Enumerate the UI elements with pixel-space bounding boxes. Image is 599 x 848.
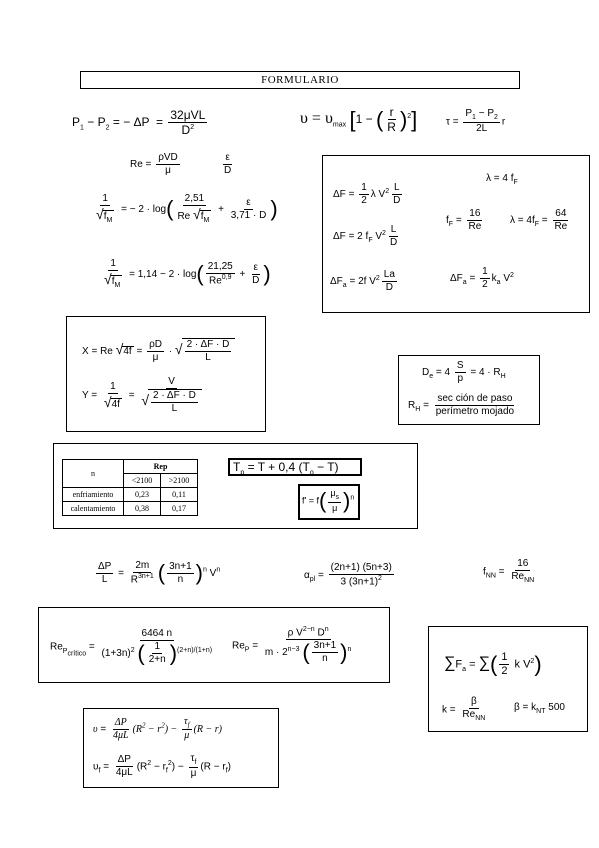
hydraulic-diameter-equation: $D_e = 4$ $\frac{S}{p}$ = $4 \cdot R_H$ xyxy=(422,360,506,384)
row-value: 0,11 xyxy=(161,488,198,502)
row-label: enfriamiento xyxy=(63,488,124,502)
bingham-velocity-1: υ = $\frac{\Delta P}{4\mu L}$ $(R^2 - r^2)$ − $\frac{\tau_f}{\mu}$ (R − r) xyxy=(93,716,223,742)
fp-equation: f' = f( $\frac{\mu_s}{\mu}$ )$^n$ xyxy=(302,487,355,514)
lambda-laminar: $\lambda = 4f_F$ = $\frac{64}{Re}$ xyxy=(510,208,568,232)
pressure-drop-equation: $P_1 - P_2$ = − ΔP = $\frac{\text{32μVL}}{D^2}$ xyxy=(72,108,206,138)
sum-fa-equation: $\sum F_a$ = ∑( $\frac{1}{2}$ k $V^2$) xyxy=(444,651,542,678)
table-row xyxy=(63,488,198,502)
alpha-pl-equation: $\alpha_{pl}$ = $\frac{(2n+1) (5n+3)}{3 (3n+1)^2}$ xyxy=(304,562,392,588)
table-corner: n xyxy=(63,460,124,488)
velocity-profile-equation: $\upsilon = \upsilon_{max}$ [1 − ( $\frac{r}{R}$ )$^2$] xyxy=(300,105,418,135)
relative-roughness: $\frac{\varepsilon}{D}$ xyxy=(224,152,232,176)
re-p-equation: $Re_P$ = ρ $V^{2-n}$ $D^n$ $m \cdot 2^{n-3}$ ( $\frac{3n+1}{n}$ )$^n$ xyxy=(232,626,352,665)
shear-stress-equation: τ = $\frac{P_1 - P_2}{2L}$ r xyxy=(446,108,506,135)
row-value: 0,38 xyxy=(124,502,161,516)
table-row xyxy=(63,502,198,516)
tp-equation: $T_p = T + 0,4$ $(T_o - T)$ xyxy=(233,460,339,477)
table-col-gt: >2100 xyxy=(161,474,198,488)
re-critico-equation: $Re_{P_{crítico}}$ = 6464 n $(1+3n)^2$ ( $\frac{1}{2+n}$ )$^{(2+n)/(1+n)}$ xyxy=(50,628,213,666)
table-group-header: Rep xyxy=(124,460,198,474)
row-label: calentamiento xyxy=(63,502,124,516)
y-equation: Y = $\frac{1}{√4f}$ = V √ $\frac{2 \cdot \Delta F \cdot D}{L}$ xyxy=(82,376,206,415)
table-col-lt: <2100 xyxy=(124,474,161,488)
rep-table xyxy=(62,459,198,516)
power-law-pressure: $\frac{\Delta P}{L}$ = $\frac{2m}{R^{3n+1}}$ ( $\frac{3n+1}{n}$ )$^n$ $V^n$ xyxy=(98,560,221,586)
row-value: 0,23 xyxy=(124,488,161,502)
hydraulic-radius-equation: $R_H$ = $\frac{\text{sec ción de paso}}{\text{perímetro mojado}}$ xyxy=(408,393,515,417)
delta-f-fanning: ΔF = 2 $f_F$ $V^2$ $\frac{L}{D}$ xyxy=(333,224,398,248)
k-beta-equation: k = $\frac{\beta}{Re_{NN}}$ xyxy=(442,696,486,722)
delta-f-accessory: $\Delta F_a = 2f$ $V^2$ $\frac{La}{D}$ xyxy=(330,269,395,293)
delta-f-ka: $\Delta F_a$ = $\frac{1}{2}$ $k_a$ $V^2$ xyxy=(450,266,514,290)
formulario-title: FORMULARIO xyxy=(80,71,520,89)
fanning-laminar: $f_F$ = $\frac{16}{Re}$ xyxy=(446,208,482,232)
delta-f-lambda: ΔF = $\frac{1}{2}$ λ $V^2$ $\frac{L}{D}$ xyxy=(333,182,401,206)
f-nn-equation: $f_{NN}$ = $\frac{16}{Re_{NN}}$ xyxy=(483,558,535,584)
row-value: 0,17 xyxy=(161,502,198,516)
x-equation: X = Re √4f = $\frac{\rho D}{\mu}$ · √ $\frac{2 \cdot \Delta F \cdot D}{L}$ xyxy=(82,338,235,364)
explicit-friction-equation: $\frac{1}{√f_M}$ = 1,14 − 2 · log( $\frac{21,25}{Re^{0,9}}$ + $\frac{\varepsilon}{D}$ ) xyxy=(104,258,271,289)
bingham-velocity-2: $\upsilon_f$ = $\frac{\Delta P}{4\mu L}$ $(R^2 - r_f^2)$ − $\frac{\tau_f}{\mu}$ $(R - r_f)$ xyxy=(93,753,231,780)
lambda-relation: λ = 4 $f_F$ xyxy=(486,173,518,186)
beta-k-equation: $\beta = k_{NT}$ 500 xyxy=(514,702,565,715)
colebrook-equation: $\frac{1}{√f_M}$ = − 2 · log( $\frac{2,51}{Re √f_M}$ + $\frac{\varepsilon}{3,71 \cdot D}$ ) xyxy=(96,193,278,224)
reynolds-equation: Re = $\frac{\text{ρVD}}{\mu}$ xyxy=(130,152,178,176)
